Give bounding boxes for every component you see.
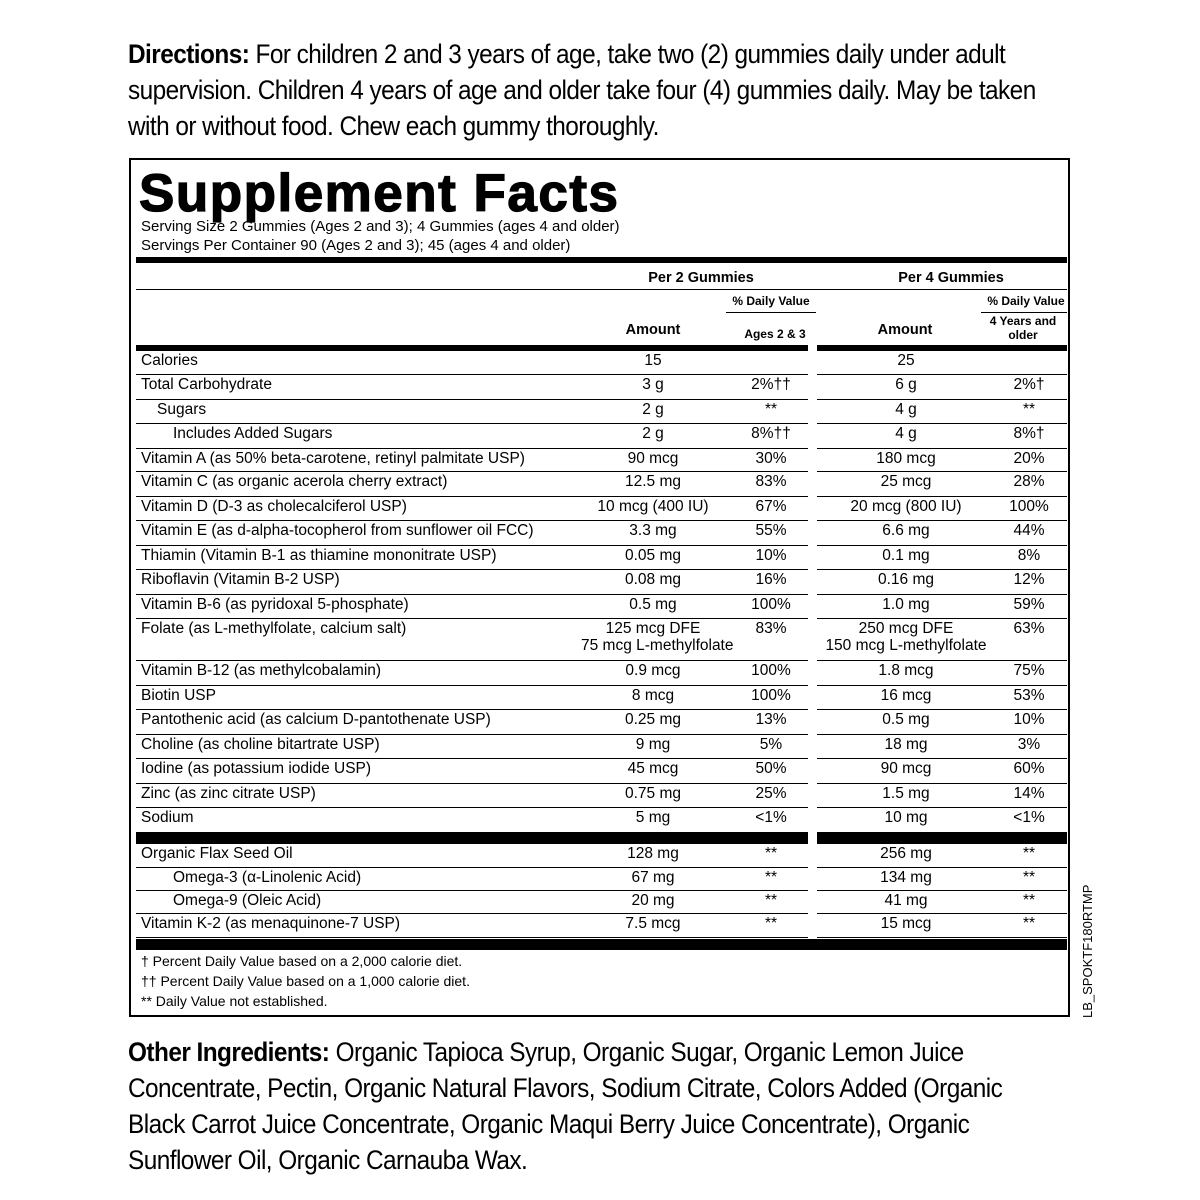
dv-4: 59% <box>1013 596 1045 613</box>
amount-2: 12.5 mg <box>624 473 681 490</box>
row-separator <box>136 660 808 661</box>
thick-rule-right <box>817 833 1067 844</box>
row-separator <box>136 937 808 938</box>
amount-4: 1.0 mg <box>882 596 930 613</box>
row-separator <box>136 399 808 400</box>
dv-2: 2%†† <box>751 376 791 393</box>
thin-rule <box>981 312 1067 313</box>
row-separator <box>136 783 808 784</box>
amount-4: 90 mcg <box>880 760 932 777</box>
nutrient-name: Pantothenic acid (as calcium D-pantothenate USP) <box>141 711 491 728</box>
amount-2: 20 mg <box>631 892 675 909</box>
other-ingredients-paragraph <box>128 1034 1048 1178</box>
row-separator <box>817 709 1067 710</box>
nutrient-name: Vitamin B-6 (as pyridoxal 5-phosphate) <box>141 596 409 613</box>
row-separator <box>817 399 1067 400</box>
row-separator <box>817 758 1067 759</box>
row-separator <box>817 685 1067 686</box>
dv-2: ** <box>764 845 778 862</box>
thin-rule <box>136 289 1067 290</box>
dv-2: 50% <box>755 760 787 777</box>
dv-2: 25% <box>755 785 787 802</box>
nutrient-name: Biotin USP <box>141 687 216 704</box>
row-separator <box>817 913 1067 914</box>
dv-2: 83% <box>755 473 787 490</box>
row-separator <box>817 374 1067 375</box>
dv-4: ** <box>1022 401 1036 418</box>
dv-4: ** <box>1022 845 1036 862</box>
row-separator <box>136 545 808 546</box>
dv-2: 16% <box>755 571 787 588</box>
row-separator <box>817 520 1067 521</box>
directions-text: For children 2 and 3 years of age, take two (2) gummies daily under adult supervision. Children 4 years of age and older take four (4) gummies daily. May be taken with or without food. Chew each gummy thoroughly. <box>128 39 1036 141</box>
thick-rule-left <box>136 833 808 844</box>
row-separator <box>136 374 808 375</box>
amount-4: 0.5 mg <box>882 711 930 728</box>
header-per-2: Per 2 Gummies <box>648 270 754 286</box>
header-dv-1: % Daily Value <box>732 294 810 308</box>
row-separator <box>136 618 808 619</box>
header-ages-4: 4 Years and older <box>989 314 1057 342</box>
row-separator <box>817 734 1067 735</box>
dv-2: 30% <box>755 450 787 467</box>
amount-2-line: 125 mcg DFE <box>605 620 701 637</box>
other-ingredients-text: Organic Tapioca Syrup, Organic Sugar, Organic Lemon Juice Concentrate, Pectin, Organic Natural Flavors, Sodium Citrate, Colors Added (Organic Black Carrot Juice Concentrate, Organic Maqui Berry Juice Concentrate), Organic Sunflower Oil, Organic Carnauba Wax. <box>128 1037 1003 1175</box>
thick-rule-right <box>817 345 1067 351</box>
row-separator <box>817 832 1067 833</box>
dv-2: 5% <box>759 736 783 753</box>
amount-4: 25 <box>897 352 915 369</box>
amount-4: 25 mcg <box>880 473 932 490</box>
row-separator <box>817 783 1067 784</box>
directions-label: Directions: <box>128 39 250 69</box>
dv-4: 75% <box>1013 662 1045 679</box>
dv-4: ** <box>1022 869 1036 886</box>
dv-4: 100% <box>1009 498 1049 515</box>
row-separator <box>817 594 1067 595</box>
dv-4: 12% <box>1013 571 1045 588</box>
row-separator <box>817 867 1067 868</box>
amount-2: 0.75 mg <box>624 785 681 802</box>
nutrient-name: Calories <box>141 352 198 369</box>
amount-2: 5 mg <box>635 809 671 826</box>
nutrient-name: Omega-3 (α-Linolenic Acid) <box>173 869 362 886</box>
amount-4: 180 mcg <box>876 450 936 467</box>
amount-4: 6.6 mg <box>882 522 930 539</box>
amount-2: 128 mg <box>627 845 679 862</box>
row-separator <box>136 832 808 833</box>
row-separator <box>817 660 1067 661</box>
dv-4: 8% <box>1017 547 1041 564</box>
nutrient-name: Thiamin (Vitamin B-1 as thiamine mononitrate USP) <box>141 547 497 564</box>
amount-4: 15 mcg <box>880 915 932 932</box>
dv-2: 83% <box>755 620 787 637</box>
dv-4: 8%† <box>1013 425 1045 442</box>
amount-2 <box>581 620 734 655</box>
amount-2: 0.05 mg <box>624 547 681 564</box>
row-separator <box>817 496 1067 497</box>
amount-2-line: 75 mcg L-methylfolate <box>581 637 734 654</box>
row-separator <box>136 423 808 424</box>
thin-rule <box>726 312 816 313</box>
amount-2: 15 <box>644 352 662 369</box>
row-separator <box>817 471 1067 472</box>
row-separator <box>136 496 808 497</box>
row-separator <box>136 709 808 710</box>
row-separator <box>136 807 808 808</box>
amount-2: 3.3 mg <box>629 522 677 539</box>
dv-2: 10% <box>755 547 787 564</box>
header-ages-2-3: Ages 2 & 3 <box>744 327 806 341</box>
dv-2: ** <box>764 915 778 932</box>
dv-2: 100% <box>751 662 791 679</box>
nutrient-name: Vitamin A (as 50% beta-carotene, retinyl palmitate USP) <box>141 450 525 467</box>
dv-4: 53% <box>1013 687 1045 704</box>
nutrient-name: Omega-9 (Oleic Acid) <box>173 892 322 909</box>
amount-2: 67 mg <box>631 869 675 886</box>
amount-2: 0.25 mg <box>624 711 681 728</box>
other-ingredients-label: Other Ingredients: <box>128 1037 330 1067</box>
amount-4: 18 mg <box>884 736 928 753</box>
amount-2: 10 mcg (400 IU) <box>597 498 709 515</box>
row-separator <box>817 618 1067 619</box>
row-separator <box>817 448 1067 449</box>
row-separator <box>136 913 808 914</box>
row-separator <box>136 448 808 449</box>
header-dv-2: % Daily Value <box>987 294 1065 308</box>
footnote: † Percent Daily Value based on a 2,000 calorie diet. <box>141 953 463 969</box>
panel-title: Supplement Facts <box>139 164 620 223</box>
nutrient-name: Vitamin E (as d-alpha-tocopherol from sunflower oil FCC) <box>141 522 534 539</box>
dv-4: 28% <box>1013 473 1045 490</box>
header-amount-1: Amount <box>625 322 681 338</box>
dv-4: 14% <box>1013 785 1045 802</box>
nutrient-name: Includes Added Sugars <box>173 425 333 442</box>
amount-4: 16 mcg <box>880 687 932 704</box>
amount-2: 9 mg <box>635 736 671 753</box>
amount-2: 2 g <box>642 401 664 418</box>
dv-4: 44% <box>1013 522 1045 539</box>
dv-2: ** <box>764 869 778 886</box>
amount-4: 6 g <box>895 376 917 393</box>
footnote: ** Daily Value not established. <box>141 993 328 1009</box>
nutrient-name: Sugars <box>157 401 207 418</box>
footnote: †† Percent Daily Value based on a 1,000 calorie diet. <box>141 973 470 989</box>
amount-4: 1.8 mcg <box>878 662 934 679</box>
nutrient-name: Riboflavin (Vitamin B-2 USP) <box>141 571 340 588</box>
row-separator <box>136 471 808 472</box>
dv-4: <1% <box>1013 809 1045 826</box>
dv-2: ** <box>764 892 778 909</box>
amount-4: 1.5 mg <box>882 785 930 802</box>
nutrient-name: Zinc (as zinc citrate USP) <box>141 785 316 802</box>
dv-2: 13% <box>755 711 787 728</box>
amount-2: 7.5 mcg <box>625 915 681 932</box>
amount-4: 256 mg <box>880 845 932 862</box>
amount-2: 0.9 mcg <box>625 662 681 679</box>
amount-2: 0.08 mg <box>624 571 681 588</box>
header-amount-2: Amount <box>877 322 933 338</box>
thick-rule <box>136 257 1067 263</box>
thick-rule <box>136 939 1067 950</box>
row-separator <box>136 685 808 686</box>
amount-4 <box>819 620 993 655</box>
row-separator <box>136 867 808 868</box>
dv-4: 60% <box>1013 760 1045 777</box>
amount-4: 20 mcg (800 IU) <box>850 498 962 515</box>
row-separator <box>817 545 1067 546</box>
amount-4: 0.1 mg <box>882 547 930 564</box>
amount-4: 4 g <box>895 401 917 418</box>
dv-4: 2%† <box>1013 376 1045 393</box>
nutrient-name: Vitamin D (D-3 as cholecalciferol USP) <box>141 498 407 515</box>
nutrient-name: Vitamin K-2 (as menaquinone-7 USP) <box>141 915 401 932</box>
dv-4: 63% <box>1013 620 1045 637</box>
dv-4: 10% <box>1013 711 1045 728</box>
amount-4: 0.16 mg <box>877 571 934 588</box>
amount-4: 4 g <box>895 425 917 442</box>
nutrient-name: Total Carbohydrate <box>141 376 272 393</box>
amount-2: 0.5 mg <box>629 596 677 613</box>
thick-rule-left <box>136 345 808 351</box>
header-per-4: Per 4 Gummies <box>898 270 1004 286</box>
nutrient-name: Iodine (as potassium iodide USP) <box>141 760 372 777</box>
row-separator <box>136 758 808 759</box>
amount-2: 3 g <box>642 376 664 393</box>
row-separator <box>136 734 808 735</box>
amount-2: 45 mcg <box>627 760 679 777</box>
dv-2: 100% <box>751 687 791 704</box>
servings-per-container: Servings Per Container 90 (Ages 2 and 3); 45 (ages 4 and older) <box>141 237 571 254</box>
nutrient-name: Choline (as choline bitartrate USP) <box>141 736 380 753</box>
serving-size: Serving Size 2 Gummies (Ages 2 and 3); 4 Gummies (ages 4 and older) <box>141 218 620 235</box>
supplement-facts-panel <box>129 158 1070 1017</box>
dv-2: 100% <box>751 596 791 613</box>
nutrient-name: Folate (as L-methylfolate, calcium salt) <box>141 620 407 637</box>
directions-paragraph <box>128 36 1039 144</box>
amount-2: 2 g <box>642 425 664 442</box>
row-separator <box>817 807 1067 808</box>
row-separator <box>817 937 1067 938</box>
dv-4: ** <box>1022 892 1036 909</box>
amount-4-line: 150 mcg L-methylfolate <box>825 637 987 654</box>
amount-4-line: 250 mcg DFE <box>858 620 954 637</box>
nutrient-name: Organic Flax Seed Oil <box>141 845 293 862</box>
dv-2: <1% <box>755 809 787 826</box>
dv-4: 3% <box>1017 736 1041 753</box>
dv-4: 20% <box>1013 450 1045 467</box>
row-separator <box>136 594 808 595</box>
row-separator <box>817 569 1067 570</box>
row-separator <box>817 890 1067 891</box>
dv-2: ** <box>764 401 778 418</box>
nutrient-name: Sodium <box>141 809 194 826</box>
row-separator <box>817 423 1067 424</box>
dv-2: 55% <box>755 522 787 539</box>
dv-4: ** <box>1022 915 1036 932</box>
nutrient-name: Vitamin B-12 (as methylcobalamin) <box>141 662 382 679</box>
row-separator <box>136 890 808 891</box>
amount-4: 10 mg <box>884 809 928 826</box>
amount-2: 8 mcg <box>631 687 675 704</box>
amount-2: 90 mcg <box>627 450 679 467</box>
row-separator <box>136 569 808 570</box>
nutrient-name: Vitamin C (as organic acerola cherry extract) <box>141 473 448 490</box>
label-code: LB_SPOKTF180RTMP <box>1080 884 1095 1018</box>
dv-2: 8%†† <box>751 425 791 442</box>
dv-2: 67% <box>755 498 787 515</box>
amount-4: 41 mg <box>884 892 928 909</box>
amount-4: 134 mg <box>880 869 932 886</box>
row-separator <box>136 520 808 521</box>
